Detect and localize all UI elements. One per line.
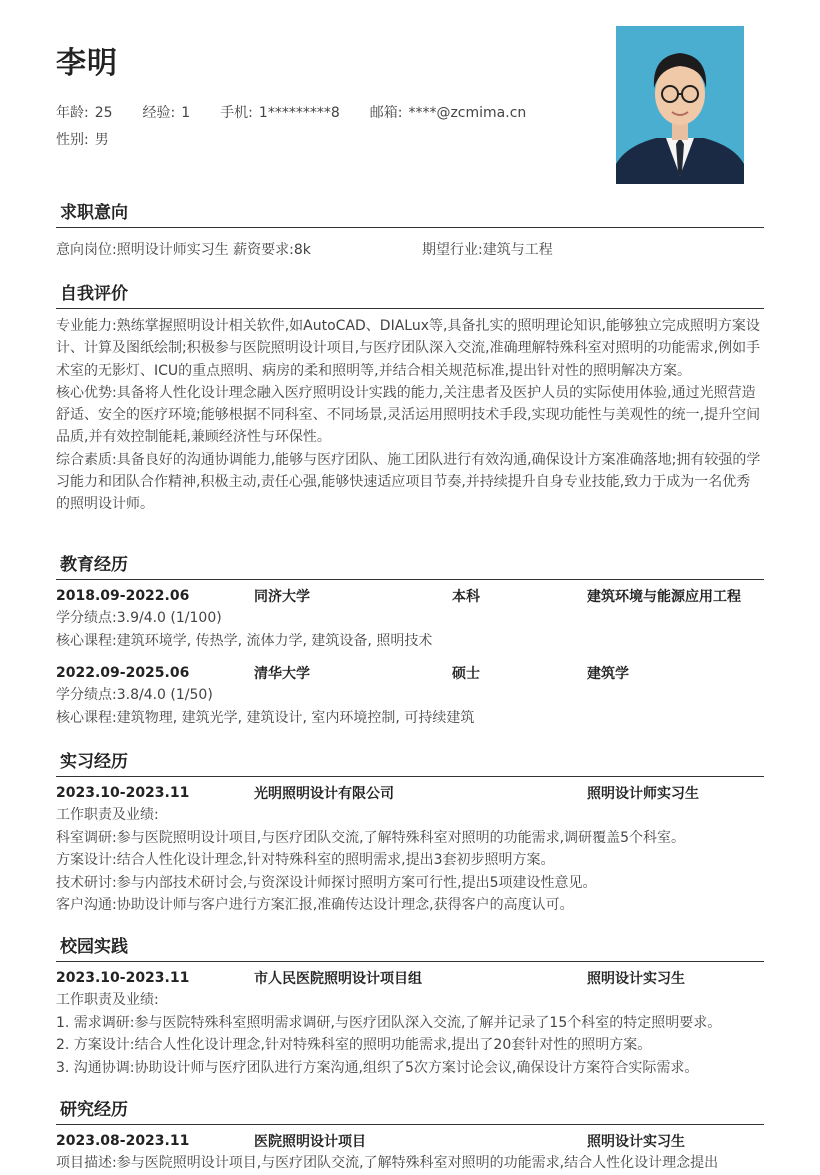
section-title-intent: 求职意向 [56, 198, 764, 228]
gender-row [56, 129, 139, 149]
edu-date: 2018.09-2022.06 [56, 588, 190, 604]
education-entry [56, 662, 764, 729]
entry-header [56, 585, 764, 607]
intent-row [56, 239, 764, 259]
section-title-internship: 实习经历 [56, 747, 764, 777]
campus-practice-section [56, 932, 764, 1079]
campus-line: 1. 需求调研:参与医院特殊科室照明需求调研,与医疗团队深入交流,了解并记录了15个科室的特定照明要求。 [56, 1014, 722, 1031]
gender-label: 性别: [56, 132, 89, 148]
edu-degree: 本科 [452, 589, 480, 605]
entry-header [56, 782, 764, 804]
campus-line: 2. 方案设计:结合人性化设计理念,针对特殊科室的照明功能需求,提出了20套针对性的照明方案。 [56, 1037, 652, 1053]
edu-degree: 硕士 [452, 666, 480, 682]
self-eval-paragraph: 综合素质:具备良好的沟通协调能力,能够与医疗团队、施工团队进行有效沟通,确保设计方案准确落地;拥有较强的学习能力和团队合作精神,积极主动,责任心强,能够快速适应项目节奏,并持续提升自身专业技能,致力于成为一名优秀的照明设计师。 [56, 451, 761, 513]
gender-value: 男 [94, 132, 109, 148]
phone-field [220, 102, 340, 122]
section-title-education: 教育经历 [56, 550, 764, 580]
profile-photo [616, 26, 744, 184]
self-eval-body [56, 315, 764, 516]
edu-school: 清华大学 [254, 666, 310, 682]
campus-line: 3. 沟通协调:协助设计师与医疗团队进行方案沟通,组织了5次方案讨论会议,确保设计方案符合实际需求。 [56, 1059, 699, 1076]
research-section [56, 1095, 764, 1175]
candidate-name: 李明 [56, 46, 118, 81]
basic-info-row [56, 102, 556, 122]
email-label: 邮箱: [369, 105, 403, 121]
edu-gpa: 学分绩点:3.8/4.0 (1/50) [56, 687, 213, 703]
education-section [56, 550, 764, 729]
entry-header [56, 1130, 764, 1152]
research-project: 医院照明设计项目 [254, 1134, 366, 1150]
internship-line: 方案设计:结合人性化设计理念,针对特殊科室的照明需求,提出3套初步照明方案。 [56, 852, 555, 868]
email-value: ****@zcmima.cn [408, 105, 527, 121]
age-value: 25 [94, 105, 113, 121]
gender-field [56, 129, 109, 149]
job-intent-section [56, 198, 764, 259]
portrait-image [616, 26, 744, 184]
edu-major: 建筑环境与能源应用工程 [587, 589, 741, 605]
edu-courses: 核心课程:建筑环境学, 传热学, 流体力学, 建筑设备, 照明技术 [56, 632, 433, 649]
edu-date: 2022.09-2025.06 [56, 665, 190, 681]
internship-line: 客户沟通:协助设计师与客户进行方案汇报,准确传达设计理念,获得客户的高度认可。 [56, 897, 574, 913]
experience-value: 1 [181, 105, 191, 121]
research-role: 照明设计实习生 [587, 1134, 685, 1150]
entry-header [56, 662, 764, 684]
age-field [56, 102, 113, 122]
edu-school: 同济大学 [254, 589, 310, 605]
self-evaluation-section [56, 279, 764, 516]
education-entry [56, 585, 764, 652]
phone-label: 手机: [220, 105, 253, 121]
section-title-research: 研究经历 [56, 1095, 764, 1125]
phone-value: 1*********8 [258, 105, 340, 121]
internship-company: 光明照明设计有限公司 [254, 786, 394, 802]
entry-header [56, 967, 764, 989]
email-field [370, 102, 527, 122]
edu-gpa: 学分绩点:3.9/4.0 (1/100) [56, 610, 222, 626]
internship-role: 照明设计师实习生 [587, 786, 699, 802]
research-description: 项目描述:参与医院照明设计项目,与医疗团队交流,了解特殊科室对照明的功能需求,结合人性化设计理念提出 [56, 1155, 719, 1171]
self-eval-paragraph: 专业能力:熟练掌握照明设计相关软件,如AutoCAD、DIALux等,具备扎实的照明理论知识,能够独立完成照明方案设计、计算及图纸绘制;积极参与医院照明设计项目,与医疗团队深入交流,准确理解特殊科室对照明的功能需求,例如手术室的无影灯、ICU的重点照明、病房的柔和照明等,并结合相关规范标准,提出针对性的照明解决方案。 [56, 318, 761, 379]
internship-line: 技术研讨:参与内部技术研讨会,与资深设计师探讨照明方案可行性,提出5项建设性意见。 [56, 874, 597, 891]
campus-org: 市人民医院照明设计项目组 [254, 971, 422, 987]
self-eval-paragraph: 核心优势:具备将人性化设计理念融入医疗照明设计实践的能力,关注患者及医护人员的实际使用体验,通过光照营造舒适、安全的医疗环境;能够根据不同科室、不同场景,灵活运用照明技术手段,实现功能性与美观性的统一,提升空间品质,并有效控制能耗,兼顾经济性与环保性。 [56, 384, 761, 446]
internship-line: 工作职责及业绩: [56, 807, 159, 823]
intent-position-salary: 意向岗位:照明设计师实习生 薪资要求:8k [56, 242, 311, 258]
section-title-self-eval: 自我评价 [56, 279, 764, 309]
internship-section [56, 747, 764, 917]
experience-field [143, 102, 191, 122]
edu-courses: 核心课程:建筑物理, 建筑光学, 建筑设计, 室内环境控制, 可持续建筑 [56, 709, 475, 726]
section-title-campus: 校园实践 [56, 932, 764, 962]
edu-major: 建筑学 [587, 666, 629, 682]
age-label: 年龄: [56, 105, 89, 121]
internship-date: 2023.10-2023.11 [56, 785, 190, 801]
internship-line: 科室调研:参与医院照明设计项目,与医疗团队交流,了解特殊科室对照明的功能需求,调研覆盖5个科室。 [56, 829, 685, 846]
campus-entry [56, 967, 764, 1079]
research-entry [56, 1130, 764, 1175]
research-date: 2023.08-2023.11 [56, 1133, 190, 1149]
intent-industry: 期望行业:建筑与工程 [422, 242, 553, 258]
campus-line: 工作职责及业绩: [56, 992, 159, 1008]
campus-role: 照明设计实习生 [587, 971, 685, 987]
internship-entry [56, 782, 764, 917]
experience-label: 经验: [142, 105, 176, 121]
campus-date: 2023.10-2023.11 [56, 970, 190, 986]
